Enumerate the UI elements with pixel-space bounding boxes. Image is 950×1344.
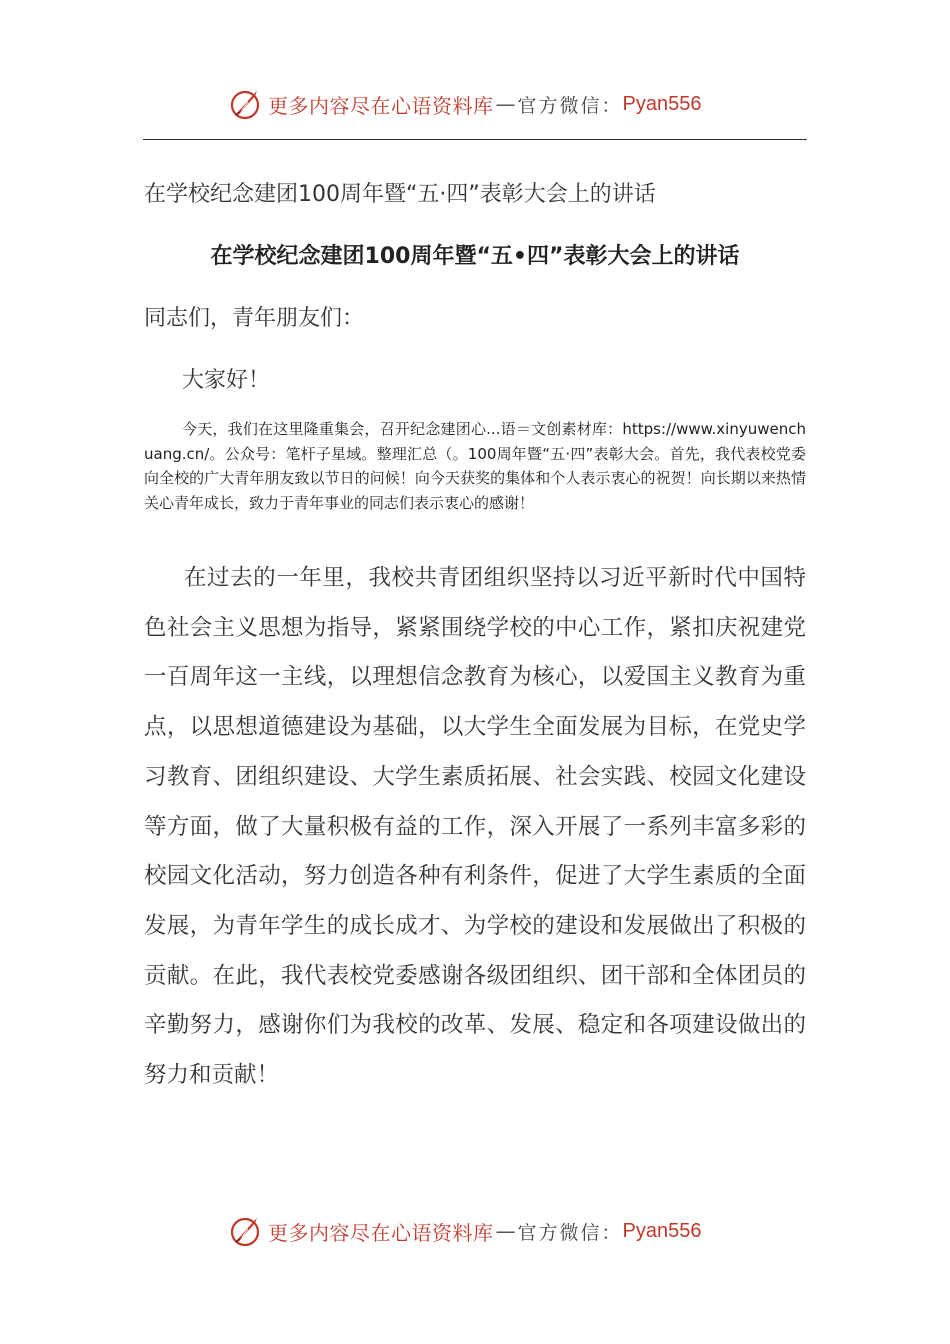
paragraph-review: 在过去的一年里，我校共青团组织坚持以习近平新时代中国特色社会主义思想为指导，紧紧围绕学校的中心工作，紧扣庆祝建党一百周年这一主线，以理想信念教育为核心，以爱国主义教育为重点，以思想道德建设为基础，以大学生全面发展为目标，在党史学习教育、团组织建设、大学生素质拓展、社会实践、校园文化建设等方面，做了大量积极有益的工作，深入开展了一系列丰富多彩的校园文化活动，努力创造各种有利条件，促进了大学生素质的全面发展，为青年学生的成长成才、为学校的建设和发展做出了积极的贡献。在此，我代表校党委感谢各级团组织、团干部和全体团员的辛勤努力，感谢你们为我校的改革、发展、稳定和各项建设做出的努力和贡献！ xyxy=(144,565,806,1089)
document-title-bold: 在学校纪念建团100周年暨“五•四”表彰大会上的讲话 xyxy=(210,244,740,269)
paragraph-opening: 今天，我们在这里隆重集会，召开纪念建团心...语＝文创素材库：https://www.xinyuwenchuang.cn/。公众号：笔杆子星域。整理汇总（。100周年暨“五·四”表彰大会。首先，我代表校党委向全校的广大青年朋友致以节日的问候！向今天获奖的集体和个人表示衷心的祝贺！向长期以来热情关心青年成长，致力于青年事业的同志们表示衷心的感谢！ xyxy=(144,420,806,512)
banner-wechat-id: Pyan556 xyxy=(622,1219,702,1242)
banner-wechat-label: 官方微信： xyxy=(517,1221,623,1244)
quill-pen-logo-icon xyxy=(228,1213,264,1249)
banner-separator: — xyxy=(495,1219,516,1243)
salutation: 同志们，青年朋友们： xyxy=(144,306,365,331)
document-title-plain: 在学校纪念建团100周年暨“五·四”表彰大会上的讲话 xyxy=(144,182,656,207)
banner-brand-text: 更多内容尽在心语资料库 xyxy=(268,1220,494,1245)
greeting: 大家好！ xyxy=(182,368,271,393)
header-divider xyxy=(143,139,807,140)
banner-wechat-label: 官方微信： xyxy=(517,94,623,117)
banner-separator: — xyxy=(495,92,516,116)
header-banner xyxy=(228,84,748,124)
banner-wechat-id: Pyan556 xyxy=(622,92,702,115)
quill-pen-logo-icon xyxy=(228,86,264,122)
footer-banner xyxy=(228,1211,748,1251)
banner-brand-text: 更多内容尽在心语资料库 xyxy=(268,93,494,118)
